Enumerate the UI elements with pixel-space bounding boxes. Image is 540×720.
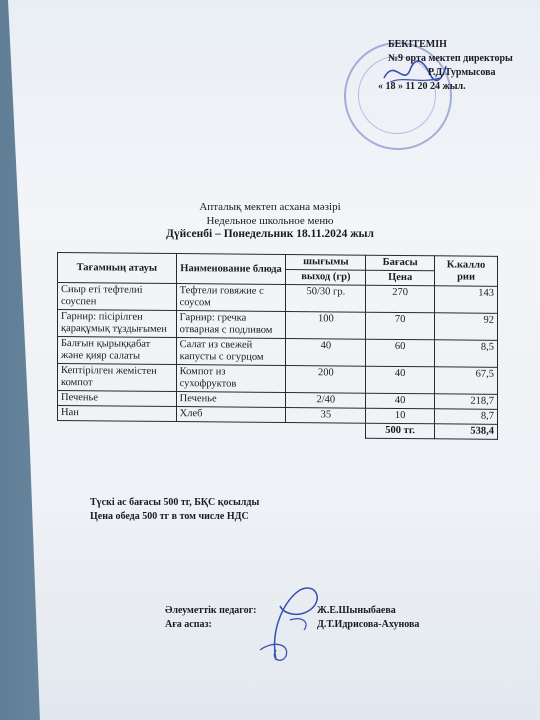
dish-price: 60 [366, 339, 435, 367]
table-row [58, 283, 498, 314]
col-header-name-ru: Наименование блюда [176, 254, 286, 285]
col-header-kcal: К.калло рии [435, 256, 498, 287]
cook-label: Аға аспаз: [165, 619, 212, 630]
pedagog-name: Ж.Е.Шыныбаева [317, 605, 396, 616]
col-header-yield-ru: выход (гр) [286, 269, 366, 285]
dish-price: 40 [366, 393, 435, 409]
table-row [58, 364, 498, 395]
approval-name: Р.Д.Турмысова [428, 67, 496, 78]
dish-name-ru: Салат из свежей капусты с огурцом [176, 338, 286, 366]
cook-name: Д.Т.Идрисова-Ахунова [317, 619, 420, 630]
dish-price: 40 [366, 366, 435, 394]
cook-signature-line [165, 618, 465, 632]
table-total-row [58, 421, 498, 440]
dish-yield: 40 [286, 338, 366, 366]
dish-yield: 100 [286, 311, 366, 339]
price-note [90, 496, 259, 524]
table-header-row [58, 253, 498, 272]
dish-name-kz: Печенье [58, 391, 177, 407]
dish-name-ru: Тефтели говяжие с соусом [176, 284, 286, 312]
price-note-ru: Цена обеда 500 тг в том числе НДС [90, 511, 249, 522]
approval-position: №9 орта мектеп директоры [388, 53, 513, 64]
table-row [58, 310, 498, 341]
table-row [58, 337, 498, 368]
dish-yield: 35 [286, 407, 366, 423]
pedagog-signature-line [165, 604, 465, 618]
col-header-name-kz: Тағамның атауы [58, 253, 177, 284]
col-header-yield-kz: шығымы [286, 254, 366, 270]
dish-name-ru: Печенье [176, 392, 286, 408]
price-note-kz: Түскі ас бағасы 500 тг, БҚС қосылды [90, 497, 260, 508]
pedagog-label: Әлеуметтік педагог: [165, 605, 257, 616]
dish-price: 270 [366, 285, 435, 313]
total-price: 500 тг. [366, 423, 435, 439]
dish-kcal: 92 [435, 313, 498, 341]
dish-yield: 50/30 гр. [286, 284, 366, 312]
total-kcal: 538,4 [435, 424, 498, 440]
dish-kcal: 67,5 [435, 367, 498, 395]
approval-block [360, 38, 540, 94]
dish-kcal: 218,7 [435, 394, 498, 410]
dish-name-ru: Хлеб [176, 407, 286, 423]
dish-yield: 2/40 [286, 392, 366, 408]
dish-name-kz: Гарнир: пісірілген қарақұмық тұздығымен [58, 310, 177, 338]
approval-title: БЕКІТЕМІН [388, 39, 447, 50]
dish-name-kz: Нан [58, 406, 177, 422]
dish-price: 70 [366, 312, 435, 340]
approval-date: « 18 » 11 20 24 жыл. [378, 81, 466, 92]
dish-name-ru: Гарнир: гречка отварная с подливом [176, 311, 286, 339]
dish-kcal: 8,5 [435, 340, 498, 368]
col-header-price-kz: Бағасы [366, 255, 435, 271]
menu-table [57, 252, 498, 440]
dish-kcal: 143 [435, 286, 498, 314]
dish-name-kz: Сиыр еті тефтелиі соуспен [58, 283, 177, 311]
dish-kcal: 8,7 [435, 409, 498, 425]
menu-title-ru: Недельное школьное меню [206, 215, 334, 227]
dish-price: 10 [366, 408, 435, 424]
signatures-block [165, 604, 465, 632]
menu-date: Дүйсенбі – Понедельник 18.11.2024 жыл [166, 228, 374, 240]
dish-name-kz: Балғын қырыққабат және қияр салаты [58, 337, 177, 365]
menu-title-kz: Апталық мектеп асхана мәзірі [199, 201, 341, 213]
col-header-price-ru: Цена [366, 270, 435, 286]
dish-name-ru: Компот из сухофруктов [176, 365, 286, 393]
dish-name-kz: Кептірілген жемістен компот [58, 364, 177, 392]
dish-yield: 200 [286, 365, 366, 393]
